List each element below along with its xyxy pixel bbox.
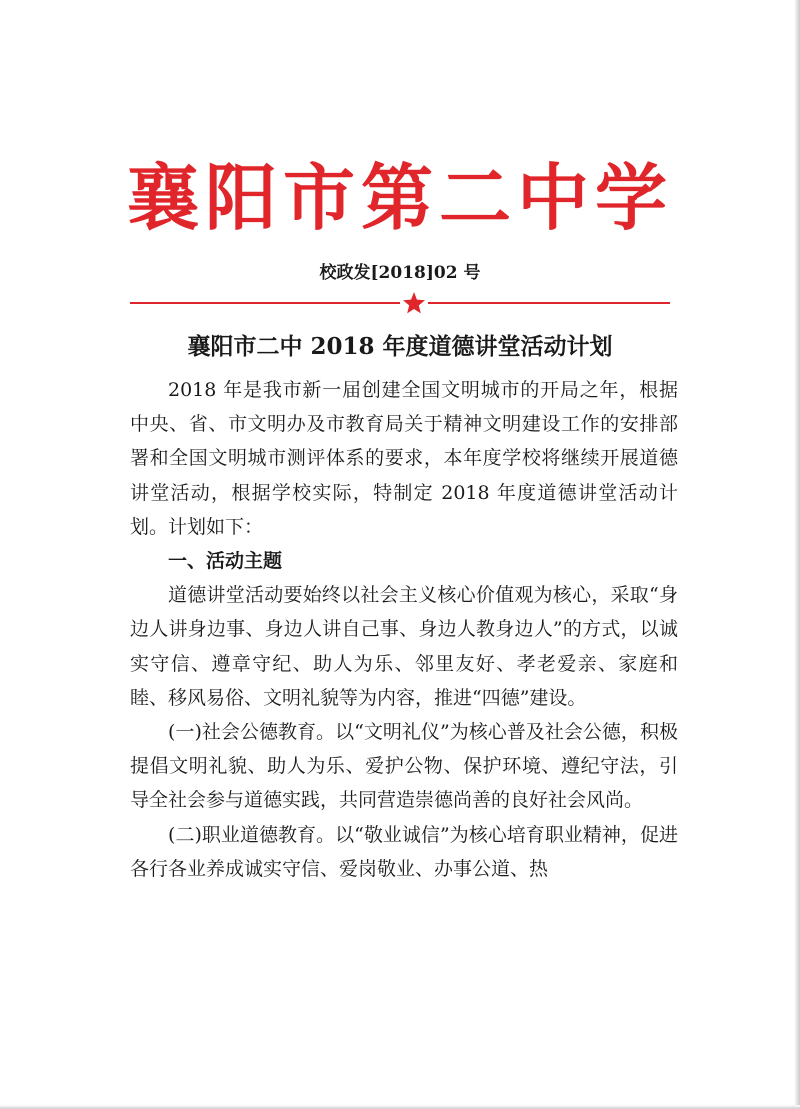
red-divider-left — [130, 302, 400, 304]
document-title: 襄阳市二中 2018 年度道德讲堂活动计划 — [187, 333, 613, 360]
section-heading-theme: 一、活动主题 — [168, 550, 283, 573]
social-ethics-paragraph: (一)社会公德教育。以“文明礼仪”为核心普及社会公德，积极提倡文明礼貌、助人为乐、爱护公物、保护环境、遵纪守法，引导全社会参与道德实践，共同营造崇德尚善的良好社会风尚。 — [130, 721, 678, 812]
document-number: 校政发[2018]02 号 — [319, 263, 481, 283]
theme-paragraph: 道德讲堂活动要始终以社会主义核心价值观为核心，采取“身边人讲身边事、身边人讲自己事、身边人教身边人”的方式，以诚实守信、遵章守纪、助人为乐、邻里友好、孝老爱亲、家庭和睦、移风易俗、文明礼貌等为内容，推进“四德”建设。 — [130, 584, 678, 709]
star-icon — [402, 291, 426, 315]
professional-ethics-paragraph: (二)职业道德教育。以“敬业诚信”为核心培育职业精神，促进各行各业养成诚实守信、爱岗敬业、办事公道、热 — [130, 823, 678, 880]
intro-paragraph: 2018 年是我市新一届创建全国文明城市的开局之年，根据中央、省、市文明办及市教育局关于精神文明建设工作的安排部署和全国文明城市测评体系的要求，本年度学校将继续开展道德讲堂活动，根据学校实际，特制定 2018 年度道德讲堂活动计划。计划如下： — [130, 379, 678, 538]
document-body — [130, 373, 678, 886]
school-name-header: 襄阳市第二中学 — [126, 156, 673, 240]
page-edge-right — [794, 0, 800, 1109]
page-edge-bottom — [0, 1105, 800, 1109]
red-divider-right — [428, 302, 670, 304]
